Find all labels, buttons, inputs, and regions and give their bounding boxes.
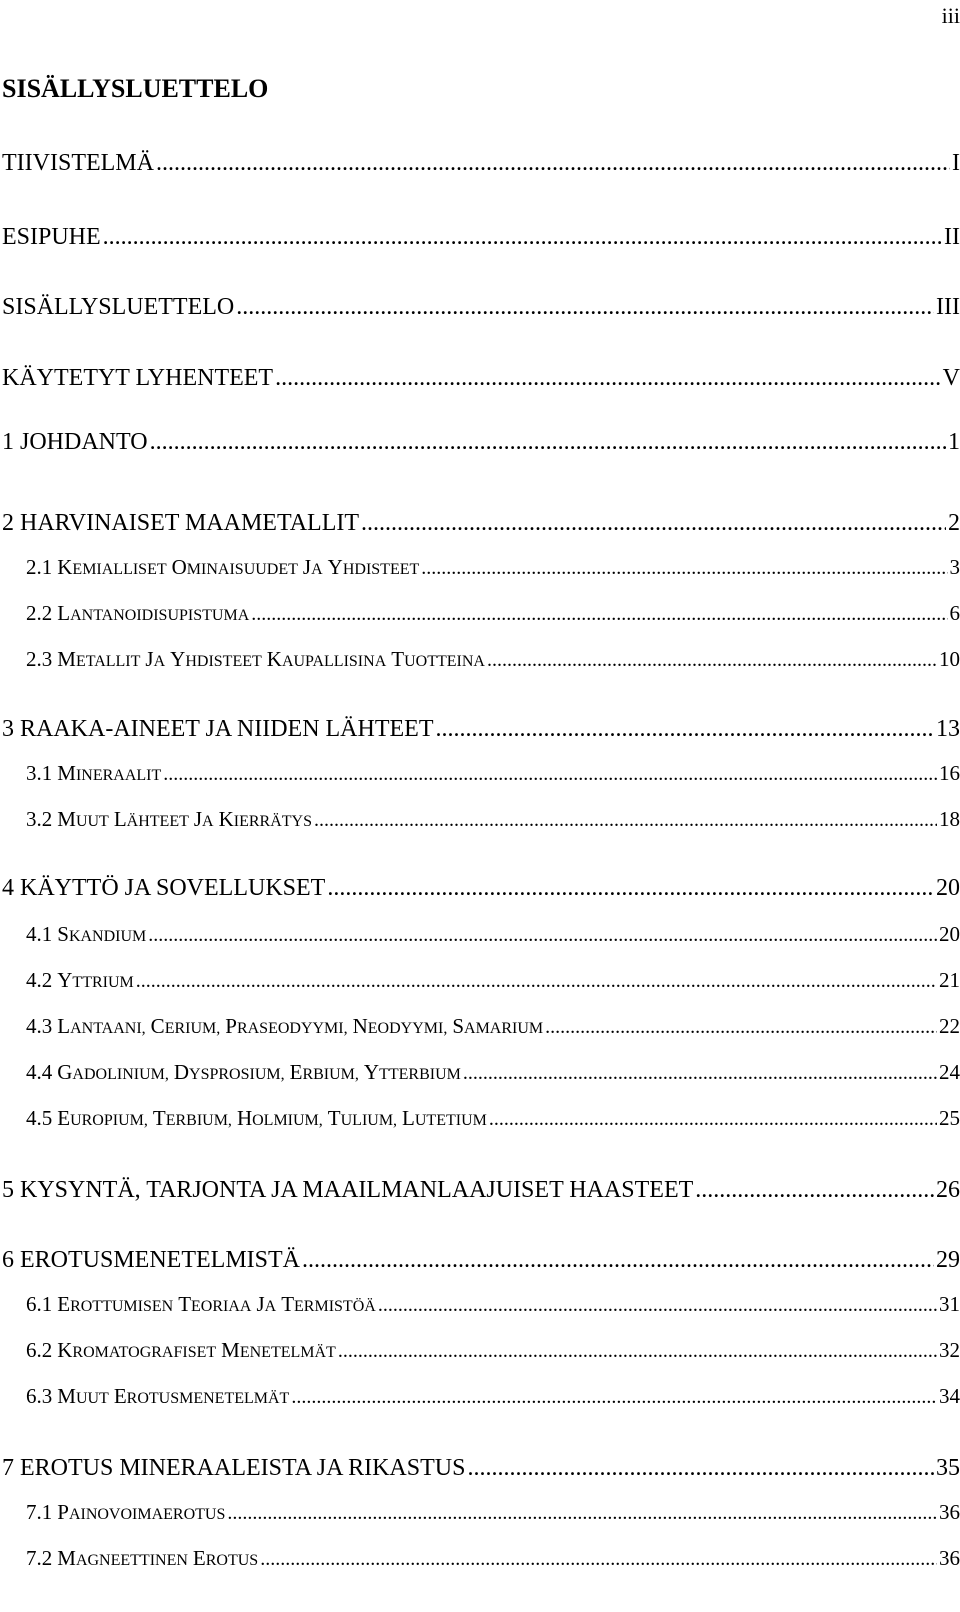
toc-entry-label: 4.4 GADOLINIUM, DYSPROSIUM, ERBIUM, YTTERBIUM — [26, 1060, 461, 1084]
toc-entry-page: 10 — [939, 647, 960, 671]
dot-leader — [378, 1292, 937, 1318]
page-title: SISÄLLYSLUETTELO — [2, 74, 269, 103]
toc-entry[interactable] — [0, 1175, 960, 1205]
toc-entry-label: 2.1 KEMIALLISET OMINAISUUDET JA YHDISTEET — [26, 555, 420, 579]
toc-entry-page: 22 — [939, 1014, 960, 1038]
toc-entry[interactable] — [0, 508, 960, 538]
toc-entry[interactable] — [0, 222, 960, 252]
toc-entry-label: 6.2 KROMATOGRAFISET MENETELMÄT — [26, 1338, 336, 1362]
toc-entry-page: 26 — [936, 1177, 960, 1203]
toc-entry[interactable] — [0, 363, 960, 393]
toc-entry-page: 34 — [939, 1384, 960, 1408]
toc-entry-label: 4.3 LANTAANI, CERIUM, PRASEODYYMI, NEODYYMI, SAMARIUM — [26, 1014, 544, 1038]
toc-entry-label: 6.1 EROTTUMISEN TEORIAA JA TERMISTÖÄ — [26, 1292, 376, 1316]
toc-entry-page: 21 — [939, 968, 960, 992]
toc-entry-page: 29 — [936, 1247, 960, 1273]
dot-leader — [227, 1500, 937, 1526]
toc-entry-page: 36 — [939, 1500, 960, 1524]
dot-leader — [487, 647, 937, 673]
toc-entry-label: 7.2 MAGNEETTINEN EROTUS — [26, 1546, 259, 1570]
toc-entry-page: III — [936, 294, 960, 320]
toc-entry[interactable] — [0, 1013, 960, 1042]
toc-entry-label: SISÄLLYSLUETTELO — [2, 294, 235, 320]
dot-leader — [545, 1014, 937, 1040]
dot-leader — [489, 1106, 937, 1132]
toc-entry-label: 3.1 MINERAALIT — [26, 761, 162, 785]
toc-entry-label: 5 KYSYNTÄ, TARJONTA JA MAAILMANLAAJUISET HAASTEET — [2, 1177, 694, 1203]
toc-entry[interactable] — [0, 1105, 960, 1134]
toc-entry-page: 6 — [949, 601, 960, 625]
dot-leader — [695, 1175, 934, 1205]
toc-entry-page: 18 — [939, 807, 960, 831]
toc-entry-label: 3 RAAKA-AINEET JA NIIDEN LÄHTEET — [2, 716, 434, 742]
dot-leader — [103, 222, 942, 252]
toc-entry[interactable] — [0, 1337, 960, 1366]
toc-entry-page: 32 — [939, 1338, 960, 1362]
dot-leader — [291, 1384, 937, 1410]
dot-leader — [148, 922, 937, 948]
toc-entry-page: 13 — [936, 716, 960, 742]
toc-entry-label: 4 KÄYTTÖ JA SOVELLUKSET — [2, 875, 326, 901]
toc-entry[interactable] — [0, 760, 960, 789]
dot-leader — [361, 508, 946, 538]
toc-entry-label: 6.3 MUUT EROTUSMENETELMÄT — [26, 1384, 290, 1408]
toc-entry-label: ESIPUHE — [2, 224, 101, 250]
toc-entry-label: 1 JOHDANTO — [2, 429, 148, 455]
toc-entry[interactable] — [0, 921, 960, 950]
toc-entry-page: 24 — [939, 1060, 960, 1084]
dot-leader — [327, 873, 934, 903]
toc-entry[interactable] — [0, 427, 960, 457]
toc-entry[interactable] — [0, 1453, 960, 1483]
toc-entry-page: 3 — [949, 555, 960, 579]
toc-entry-page: 36 — [939, 1546, 960, 1570]
toc-entry[interactable] — [0, 873, 960, 903]
toc-entry-label: 2 HARVINAISET MAAMETALLIT — [2, 510, 360, 536]
dot-leader — [156, 148, 950, 178]
toc-entry[interactable] — [0, 1383, 960, 1412]
dot-leader — [150, 427, 946, 457]
toc-entry-page: 25 — [939, 1106, 960, 1130]
toc-entry[interactable] — [0, 646, 960, 675]
dot-leader — [338, 1338, 937, 1364]
toc-entry-page: 20 — [936, 875, 960, 901]
toc-entry[interactable] — [0, 806, 960, 835]
toc-entry-page: 1 — [948, 429, 960, 455]
toc-entry-label: 7.1 PAINOVOIMAEROTUS — [26, 1500, 226, 1524]
dot-leader — [302, 1245, 934, 1275]
toc-entry[interactable] — [0, 1059, 960, 1088]
page-number: iii — [941, 3, 960, 28]
toc-entry-label: 6 EROTUSMENETELMISTÄ — [2, 1247, 300, 1273]
toc-entry[interactable] — [0, 714, 960, 744]
toc-entry-label: 4.5 EUROPIUM, TERBIUM, HOLMIUM, TULIUM, LUTETIUM — [26, 1106, 487, 1130]
toc-entry-label: 3.2 MUUT LÄHTEET JA KIERRÄTYS — [26, 807, 313, 831]
toc-entry[interactable] — [0, 292, 960, 322]
toc-entry[interactable] — [0, 1245, 960, 1275]
toc-entry[interactable] — [0, 148, 960, 178]
toc-entry-label: 7 EROTUS MINERAALEISTA JA RIKASTUS — [2, 1455, 466, 1481]
toc-entry-label: 2.2 LANTANOIDISUPISTUMA — [26, 601, 250, 625]
toc-entry-page: II — [944, 224, 960, 250]
dot-leader — [435, 714, 934, 744]
toc-entry-page: 16 — [939, 761, 960, 785]
toc-entry[interactable] — [0, 1291, 960, 1320]
toc-entry-label: KÄYTETYT LYHENTEET — [2, 365, 274, 391]
dot-leader — [314, 807, 937, 833]
toc-entry-label: 2.3 METALLIT JA YHDISTEET KAUPALLISINA TUOTTEINA — [26, 647, 485, 671]
toc-entry-page: 2 — [948, 510, 960, 536]
toc-entry[interactable] — [0, 967, 960, 996]
dot-leader — [251, 601, 947, 627]
toc-entry-page: V — [942, 365, 960, 391]
dot-leader — [136, 968, 937, 994]
toc-entry-label: TIIVISTELMÄ — [2, 150, 154, 176]
dot-leader — [467, 1453, 934, 1483]
toc-entry[interactable] — [0, 600, 960, 629]
toc-entry-page: I — [952, 150, 960, 176]
dot-leader — [275, 363, 941, 393]
dot-leader — [421, 555, 947, 581]
dot-leader — [163, 761, 937, 787]
dot-leader — [463, 1060, 937, 1086]
toc-entry-label: 4.1 SKANDIUM — [26, 922, 147, 946]
toc-entry[interactable] — [0, 554, 960, 583]
toc-entry-page: 20 — [939, 922, 960, 946]
dot-leader — [260, 1546, 937, 1572]
toc-entry-page: 35 — [936, 1455, 960, 1481]
toc-entry-page: 31 — [939, 1292, 960, 1316]
toc-entry[interactable] — [0, 1545, 960, 1574]
dot-leader — [236, 292, 934, 322]
toc-entry[interactable] — [0, 1499, 960, 1528]
toc-entry-label: 4.2 YTTRIUM — [26, 968, 134, 992]
